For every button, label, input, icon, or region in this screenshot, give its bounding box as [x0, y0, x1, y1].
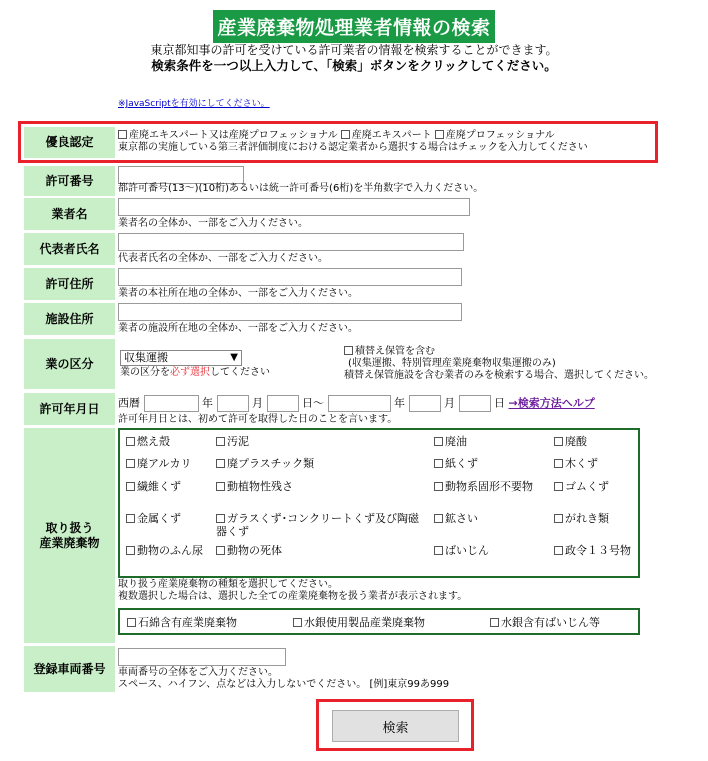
excellent-row [24, 127, 684, 158]
waste-item-label: 廃酸 [565, 435, 587, 448]
waste-item-label: 紙くず [445, 457, 478, 470]
waste-item [126, 457, 212, 470]
facility-address-input[interactable] [118, 303, 462, 321]
waste-item [126, 512, 212, 525]
waste-item-label: 鉱さい [445, 512, 478, 525]
waste-item [216, 435, 426, 448]
waste-item [216, 480, 426, 493]
chevron-down-icon: ▼ [230, 352, 238, 363]
waste-item-checkbox[interactable] [434, 546, 443, 555]
page-title: 産業廃棄物処理業者情報の検索 [213, 10, 494, 43]
permit-date-label: 許可年月日 [24, 393, 115, 425]
permit-date-row: 許可年月日 西暦 年 月 日〜 年 月 日 →検索方法ヘルプ 許可年月日とは、初めて許可を取得した日のことを言います。 [24, 393, 684, 425]
waste-item [434, 544, 550, 557]
asbestos-label: 石綿含有産業廃棄物 [138, 616, 237, 629]
business-type-row [24, 339, 684, 389]
vehicle-number-input[interactable] [118, 648, 286, 666]
waste-item [554, 512, 634, 525]
company-row [24, 198, 684, 230]
waste-item-label: ガラスくず･コンクリートくず及び陶磁器くず [216, 512, 419, 538]
waste-item-label: 廃アルカリ [137, 457, 192, 470]
asbestos-checkbox[interactable] [127, 618, 136, 627]
mercury-dust-checkbox[interactable] [490, 618, 499, 627]
waste-item-label: 燃え殻 [137, 435, 170, 448]
waste-item-label: 汚泥 [227, 435, 249, 448]
representative-row [24, 233, 684, 265]
transfer-storage-checkbox[interactable] [344, 346, 353, 355]
business-type-selected: 収集運搬 [124, 351, 168, 364]
vehicle-label: 登録車両番号 [24, 646, 115, 692]
mercury-dust-label: 水銀含有ばいじん等 [501, 616, 600, 629]
waste-item [126, 480, 212, 493]
start-day-input[interactable] [267, 395, 299, 412]
end-day-input[interactable] [459, 395, 491, 412]
waste-item-checkbox[interactable] [216, 459, 225, 468]
address-help: 業者の本社所在地の全体か、一部をご入力ください。 [118, 288, 358, 299]
waste-item-checkbox[interactable] [126, 514, 135, 523]
intro-line-1: 東京都知事の許可を受けている許可業者の情報を検索することができます。 [150, 43, 558, 57]
waste-item-label: 木くず [565, 457, 598, 470]
company-help: 業者名の全体か、一部をご入力ください。 [118, 218, 308, 229]
excellent-help: 東京都の実施している第三者評価制度における認定業者から選択する場合はチェックを入力してください [118, 142, 588, 153]
transfer-option [344, 346, 654, 382]
waste-item [554, 457, 634, 470]
excellent-professional-checkbox[interactable] [435, 130, 444, 139]
waste-item [216, 512, 426, 538]
waste-item [434, 457, 550, 470]
permit-address-input[interactable] [118, 268, 462, 286]
transfer-storage-sub: (収集運搬、特別管理産業廃棄物収集運搬のみ) [348, 358, 556, 369]
business-type-select[interactable] [120, 350, 242, 366]
waste-item-checkbox[interactable] [434, 459, 443, 468]
address-row [24, 268, 684, 300]
waste-item [216, 544, 426, 557]
facility-help: 業者の施設所在地の全体か、一部をご入力ください。 [118, 323, 358, 334]
start-month-input[interactable] [217, 395, 249, 412]
waste-item [434, 512, 550, 525]
waste-item-checkbox[interactable] [216, 546, 225, 555]
waste-item [126, 435, 212, 448]
mercury-products-checkbox[interactable] [293, 618, 302, 627]
special-waste-box [118, 608, 640, 635]
permit-number-row [24, 166, 684, 196]
end-year-input[interactable] [328, 395, 391, 412]
waste-item-label: 廃油 [445, 435, 467, 448]
permit-number-input[interactable] [118, 166, 244, 184]
permit-date-help: 許可年月日とは、初めて許可を取得した日のことを言います。 [118, 414, 398, 425]
waste-item-label: 動物のふん尿 [137, 544, 203, 557]
waste-item-checkbox[interactable] [554, 546, 563, 555]
waste-type-grid [118, 428, 640, 578]
facility-row [24, 303, 684, 335]
start-year-input[interactable] [144, 395, 199, 412]
excellent-label: 優良認定 [24, 127, 115, 158]
waste-help: 取り扱う産業廃棄物の種類を選択してください。 複数選択した場合は、選択した全ての産業廃棄物を扱う業者が表示されます。 [118, 579, 468, 602]
business-type-help: 業の区分を必ず選択してください [120, 367, 270, 378]
waste-item-checkbox[interactable] [434, 514, 443, 523]
waste-row [24, 428, 684, 643]
waste-item-checkbox[interactable] [126, 437, 135, 446]
waste-item-label: 金属くず [137, 512, 181, 525]
transfer-storage-help: 積替え保管施設を含む業者のみを検索する場合、選択してください。 [344, 370, 654, 381]
waste-item-label: 廃プラスチック類 [227, 457, 315, 470]
excellent-expert-checkbox[interactable] [341, 130, 350, 139]
end-month-input[interactable] [409, 395, 441, 412]
waste-item-label: ばいじん [445, 544, 489, 557]
mercury-products-label: 水銀使用製品産業廃棄物 [304, 616, 425, 629]
waste-item [434, 480, 550, 493]
waste-item-checkbox[interactable] [216, 482, 225, 491]
waste-item [554, 480, 634, 493]
waste-item-checkbox[interactable] [434, 482, 443, 491]
waste-label: 取り扱う 産業廃棄物 [24, 428, 115, 643]
waste-item-label: ゴムくず [565, 480, 609, 493]
vehicle-row [24, 646, 684, 692]
facility-label: 施設住所 [24, 303, 115, 335]
excellent-expert-label: 産廃エキスパート [351, 130, 432, 141]
vehicle-help: 車両番号の全体をご入力ください。 スペース、ハイフン、点などは入力しないでください。 [例]東京99あ999 [118, 667, 450, 690]
representative-name-input[interactable] [118, 233, 464, 251]
waste-item-checkbox[interactable] [126, 482, 135, 491]
waste-item-label: 繊維くず [137, 480, 181, 493]
waste-item [434, 435, 550, 448]
waste-item-checkbox[interactable] [216, 437, 225, 446]
waste-item-checkbox[interactable] [554, 459, 563, 468]
waste-item-checkbox[interactable] [216, 514, 225, 523]
era-label: 西暦 [118, 396, 140, 410]
representative-help: 代表者氏名の全体か、一部をご入力ください。 [118, 253, 328, 264]
permit-number-help: 都許可番号(13〜)(10桁)あるいは統一許可番号(6桁)を半角数字で入力ください。 [118, 183, 484, 194]
transfer-storage-label: 積替え保管を含む [355, 346, 435, 357]
waste-item-checkbox[interactable] [554, 514, 563, 523]
excellent-professional-label: 産廃プロフェッショナル [445, 130, 555, 141]
waste-item-label: 動植物性残さ [227, 480, 293, 493]
representative-label: 代表者氏名 [24, 233, 115, 265]
intro-line-2: 検索条件を一つ以上入力して、「検索」ボタンをクリックしてください。 [151, 58, 557, 73]
waste-item [554, 544, 634, 557]
excellent-either-checkbox[interactable] [118, 130, 127, 139]
company-label: 業者名 [24, 198, 115, 230]
waste-item-checkbox[interactable] [434, 437, 443, 446]
javascript-note: ※JavaScriptを有効にしてください。 [118, 99, 270, 109]
waste-item-checkbox[interactable] [126, 459, 135, 468]
excellent-either-label: 産廃エキスパート又は産廃プロフェッショナル [129, 130, 338, 141]
waste-item-checkbox[interactable] [554, 482, 563, 491]
waste-item [126, 544, 212, 557]
waste-item [216, 457, 426, 470]
waste-item-label: 動物の死体 [227, 544, 282, 557]
company-name-input[interactable] [118, 198, 470, 216]
waste-item-label: 動物系固形不要物 [445, 480, 533, 493]
permit-number-label: 許可番号 [24, 166, 115, 196]
waste-item-checkbox[interactable] [126, 546, 135, 555]
intro-text [0, 43, 708, 73]
waste-item-checkbox[interactable] [554, 437, 563, 446]
address-label: 許可住所 [24, 268, 115, 300]
waste-item [554, 435, 634, 448]
waste-item-label: がれき類 [565, 512, 609, 525]
business-type-label: 業の区分 [24, 339, 115, 389]
waste-item-label: 政令１３号物 [565, 544, 631, 557]
search-button[interactable]: 検索 [332, 710, 459, 742]
search-help-link[interactable]: →検索方法ヘルプ [508, 396, 595, 410]
